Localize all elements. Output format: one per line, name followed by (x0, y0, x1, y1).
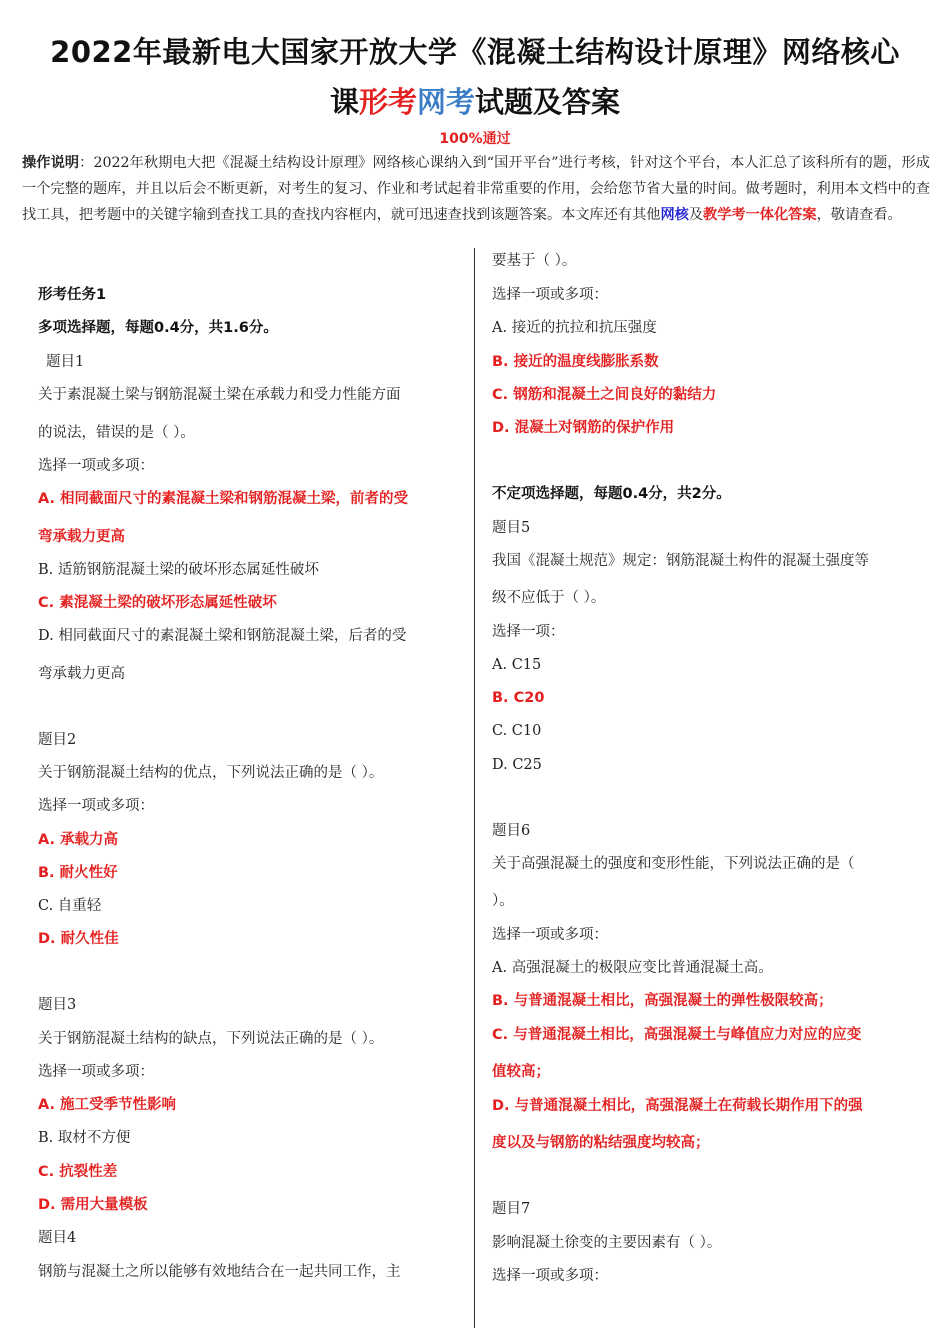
option-c-correct[interactable]: C. 抗裂性差 (38, 1164, 118, 1180)
question-text: 关于素混凝土梁与钢筋混凝土梁在承载力和受力性能方面 (38, 387, 401, 403)
choice-prompt: 选择一项或多项： (38, 458, 154, 474)
question-label: 题目2 (38, 732, 77, 748)
question-type-heading: 多项选择题，每题0.4分，共1.6分。 (38, 320, 278, 336)
question-label: 题目1 (46, 354, 85, 370)
document-title-line2 (0, 80, 950, 121)
option-c-correct[interactable]: C. 素混凝土梁的破坏形态属延性破坏 (38, 595, 277, 611)
question-text: 影响混凝土徐变的主要因素有（ ）。 (492, 1235, 722, 1251)
choice-prompt: 选择一项： (492, 624, 565, 640)
option-d-correct[interactable]: D. 混凝土对钢筋的保护作用 (492, 420, 675, 436)
title-part-xingkao: 形考 (358, 85, 417, 119)
option-d-correct[interactable]: D. 耐久性佳 (38, 931, 119, 947)
option-a-correct-cont[interactable]: 弯承载力更高 (38, 529, 125, 545)
instructions-text: ：2022年秋期电大把《混凝土结构设计原理》网络核心课纳入到“国开平台”进行考核，针对这个平台，本人汇总了该科所有的题，形成一个完整的题库，并且以后会不断更新，对考生的复习、作业和考试起着非常重要的作用，会给您节省大量的时间。做考题时，利用本文档中的查找工具，把考题中的关键字输到查找工具的查找内容框内，就可迅速查找到该题答案。本文库还有其他 (22, 155, 931, 223)
instructions-label: 操作说明 (22, 155, 80, 171)
question-label: 题目3 (38, 997, 77, 1013)
option-b-correct[interactable]: B. 耐火性好 (38, 865, 118, 881)
option-d-correct[interactable]: D. 与普通混凝土相比，高强混凝土在荷载长期作用下的强 (492, 1098, 863, 1114)
option-a[interactable]: A. 高强混凝土的极限应变比普通混凝土高。 (492, 960, 773, 976)
question-label: 题目7 (492, 1201, 531, 1217)
option-a[interactable]: A. C15 (492, 657, 542, 673)
question-text: 的说法，错误的是（ ）。 (38, 425, 195, 441)
option-c-correct-cont[interactable]: 值较高； (492, 1064, 550, 1080)
instructions-end: ，敬请查看。 (816, 207, 902, 223)
question-text: 关于高强混凝土的强度和变形性能，下列说法正确的是（ (492, 856, 855, 872)
question-type-heading: 不定项选择题，每题0.4分，共2分。 (492, 486, 731, 502)
instructions-paragraph (22, 150, 930, 228)
option-b-correct[interactable]: B. 接近的温度线膨胀系数 (492, 354, 659, 370)
option-a[interactable]: A. 接近的抗拉和抗压强度 (492, 320, 657, 336)
question-text: 关于钢筋混凝土结构的优点，下列说法正确的是（ ）。 (38, 765, 384, 781)
integrated-answers-link[interactable]: 教学考一体化答案 (703, 207, 817, 223)
title-part-course: 课 (329, 85, 359, 119)
option-d[interactable]: D. 相同截面尺寸的素混凝土梁和钢筋混凝土梁，后者的受 (38, 628, 407, 644)
choice-prompt: 选择一项或多项： (492, 927, 608, 943)
option-a-correct[interactable]: A. 施工受季节性影响 (38, 1097, 177, 1113)
question-text-cont: 要基于（ ）。 (492, 253, 577, 269)
document-title-line1: 2022年最新电大国家开放大学《混凝土结构设计原理》网络核心 (50, 35, 900, 69)
option-d-correct[interactable]: D. 需用大量模板 (38, 1197, 148, 1213)
choice-prompt: 选择一项或多项： (38, 798, 154, 814)
option-c-correct[interactable]: C. 与普通混凝土相比，高强混凝土与峰值应力对应的应变 (492, 1027, 862, 1043)
option-c-correct[interactable]: C. 钢筋和混凝土之间良好的黏结力 (492, 387, 717, 403)
question-text: 我国《混凝土规范》规定：钢筋混凝土构件的混凝土强度等 (492, 553, 869, 569)
option-a-correct[interactable]: A. 相同截面尺寸的素混凝土梁和钢筋混凝土梁，前者的受 (38, 491, 409, 507)
choice-prompt: 选择一项或多项： (38, 1064, 154, 1080)
section-title: 形考任务1 (38, 287, 107, 303)
option-d-correct-cont[interactable]: 度以及与钢筋的粘结强度均较高； (492, 1135, 710, 1151)
question-text: 钢筋与混凝土之所以能够有效地结合在一起共同工作，主 (38, 1264, 401, 1280)
question-text: ）。 (492, 893, 514, 909)
question-label: 题目4 (38, 1230, 77, 1246)
question-label: 题目5 (492, 520, 531, 536)
option-b[interactable]: B. 适筋钢筋混凝土梁的破坏形态属延性破坏 (38, 562, 319, 578)
pass-rate-badge: 100%通过 (439, 131, 511, 147)
question-text: 级不应低于（ ）。 (492, 590, 606, 606)
option-b-correct[interactable]: B. 与普通混凝土相比，高强混凝土的弹性极限较高； (492, 993, 833, 1009)
option-b[interactable]: B. 取材不方便 (38, 1130, 131, 1146)
option-d-cont[interactable]: 弯承载力更高 (38, 666, 125, 682)
choice-prompt: 选择一项或多项： (492, 1268, 608, 1284)
option-d[interactable]: D. C25 (492, 757, 542, 773)
title-part-answers: 试题及答案 (475, 85, 621, 119)
instructions-and: 及 (688, 207, 704, 223)
option-b-correct[interactable]: B. C20 (492, 690, 545, 706)
question-label: 题目6 (492, 823, 531, 839)
option-a-correct[interactable]: A. 承载力高 (38, 832, 119, 848)
option-c[interactable]: C. 自重轻 (38, 898, 102, 914)
question-text: 关于钢筋混凝土结构的缺点，下列说法正确的是（ ）。 (38, 1031, 384, 1047)
title-part-wangkao: 网考 (417, 85, 476, 119)
column-divider (474, 248, 475, 1328)
choice-prompt: 选择一项或多项： (492, 287, 608, 303)
wanghe-link[interactable]: 网核 (660, 207, 689, 223)
option-c[interactable]: C. C10 (492, 723, 542, 739)
